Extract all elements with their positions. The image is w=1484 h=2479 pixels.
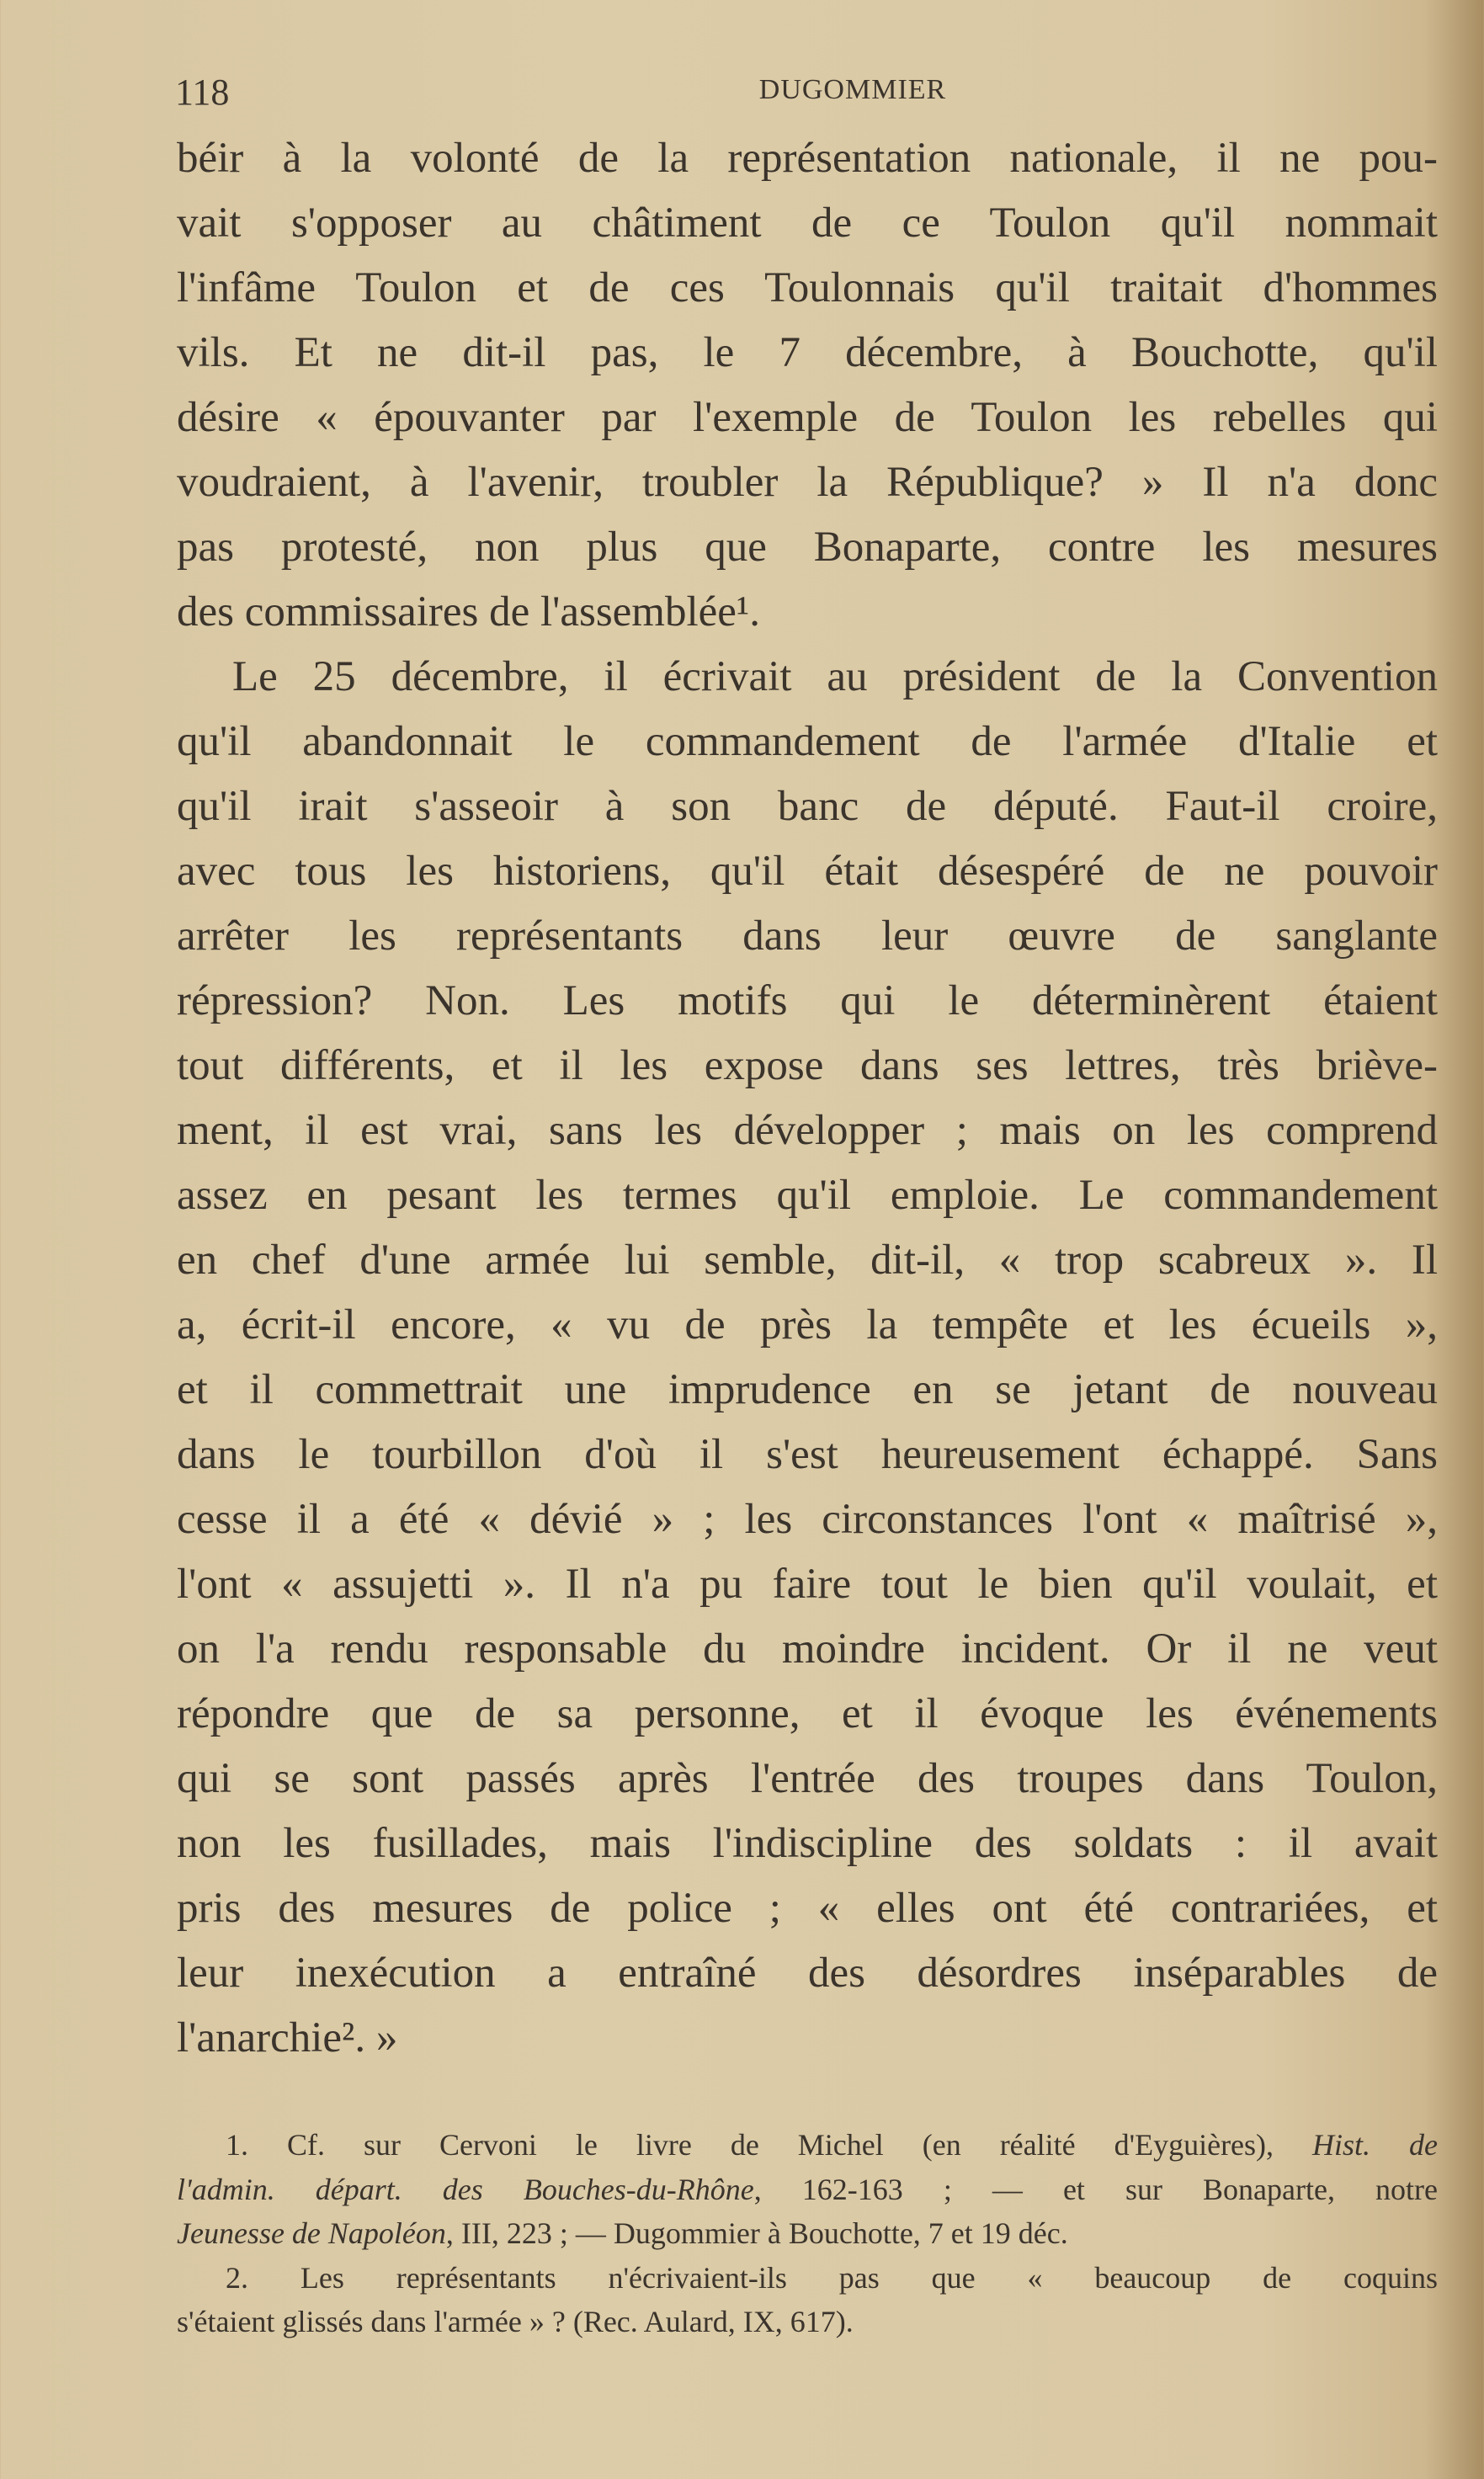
body-line: tout différents, et il les expose dans ses lettres, très briève-: [177, 1042, 1438, 1089]
footnote-text: , III, 223 ; — Dugommier à Bouchotte, 7 et 19 déc.: [445, 2216, 1068, 2251]
body-line: a, écrit-il encore, « vu de près la tempête et les écueils »,: [177, 1301, 1438, 1349]
body-line: pas protesté, non plus que Bonaparte, contre les mesures: [177, 524, 1438, 571]
footnote-text: 2. Les représentants n'écrivaient-ils pas que « beaucoup de coquins: [226, 2260, 1438, 2295]
body-line: Le 25 décembre, il écrivait au président de la Convention: [232, 653, 1438, 700]
body-line: qu'il abandonnait le commandement de l'armée d'Italie et: [177, 718, 1438, 765]
body-line: ment, il est vrai, sans les développer ; mais on les comprend: [177, 1107, 1438, 1154]
footnote-title-italic: l'admin. départ. des Bouches-du-Rhône: [177, 2172, 754, 2206]
body-line: dans le tourbillon d'où il s'est heureusement échappé. Sans: [177, 1431, 1438, 1478]
body-line: cesse il a été « dévié » ; les circonstances l'ont « maîtrisé »,: [177, 1496, 1438, 1543]
footnote-title-italic: Jeunesse de Napoléon: [177, 2216, 446, 2251]
footnote-line: [177, 2300, 1438, 2344]
footnote-line: [177, 2168, 1438, 2212]
body-line: vait s'opposer au châtiment de ce Toulon qu'il nommait: [177, 199, 1438, 247]
footnote-text: s'étaient glissés dans l'armée » ? (Rec. Aulard, IX, 617).: [177, 2305, 854, 2339]
body-line: voudraient, à l'avenir, troubler la République? » Il n'a donc: [177, 459, 1438, 506]
footnote-line: [177, 2211, 1438, 2256]
footnote-line: [177, 2256, 1438, 2301]
body-line: l'ont « assujetti ». Il n'a pu faire tout le bien qu'il voulait, et: [177, 1561, 1438, 1608]
footnote-text: , 162-163 ; — et sur Bonaparte, notre: [753, 2172, 1438, 2206]
footnote-line: [177, 2123, 1438, 2168]
body-line: on l'a rendu responsable du moindre incident. Or il ne veut: [177, 1625, 1438, 1673]
body-line: qu'il irait s'asseoir à son banc de député. Faut-il croire,: [177, 783, 1438, 830]
body-text: [177, 126, 1438, 2071]
footnotes: [177, 2123, 1438, 2344]
body-line: leur inexécution a entraîné des désordres inséparables de: [177, 1950, 1438, 1997]
running-title: DUGOMMIER: [758, 74, 947, 105]
footnote-title-italic: Hist. de: [1312, 2128, 1438, 2162]
body-line: arrêter les représentants dans leur œuvre de sanglante: [177, 912, 1438, 960]
body-line: assez en pesant les termes qu'il emploie. Le commandement: [177, 1172, 1438, 1219]
body-line: et il commettrait une imprudence en se jetant de nouveau: [177, 1366, 1438, 1413]
body-line: pris des mesures de police ; « elles ont été contrariées, et: [177, 1885, 1438, 1932]
body-line: des commissaires de l'assemblée¹.: [177, 588, 760, 636]
page-number: 118: [175, 72, 230, 113]
body-line: qui se sont passés après l'entrée des troupes dans Toulon,: [177, 1755, 1438, 1802]
body-line: vils. Et ne dit-il pas, le 7 décembre, à Bouchotte, qu'il: [177, 329, 1438, 376]
body-line: béir à la volonté de la représentation nationale, il ne pou-: [177, 135, 1438, 182]
body-line: avec tous les historiens, qu'il était désespéré de ne pouvoir: [177, 848, 1438, 895]
body-line: l'infâme Toulon et de ces Toulonnais qu'il traitait d'hommes: [177, 264, 1438, 311]
body-line: l'anarchie². »: [177, 2014, 398, 2061]
body-line: désire « épouvanter par l'exemple de Toulon les rebelles qui: [177, 394, 1438, 441]
body-line: non les fusillades, mais l'indiscipline des soldats : il avait: [177, 1820, 1438, 1867]
body-line: en chef d'une armée lui semble, dit-il, « trop scabreux ». Il: [177, 1237, 1438, 1284]
body-line: répondre que de sa personne, et il évoque les événements: [177, 1690, 1438, 1737]
footnote-text: 1. Cf. sur Cervoni le livre de Michel (en réalité d'Eyguières),: [226, 2128, 1313, 2162]
body-line: répression? Non. Les motifs qui le déterminèrent étaient: [177, 977, 1438, 1024]
